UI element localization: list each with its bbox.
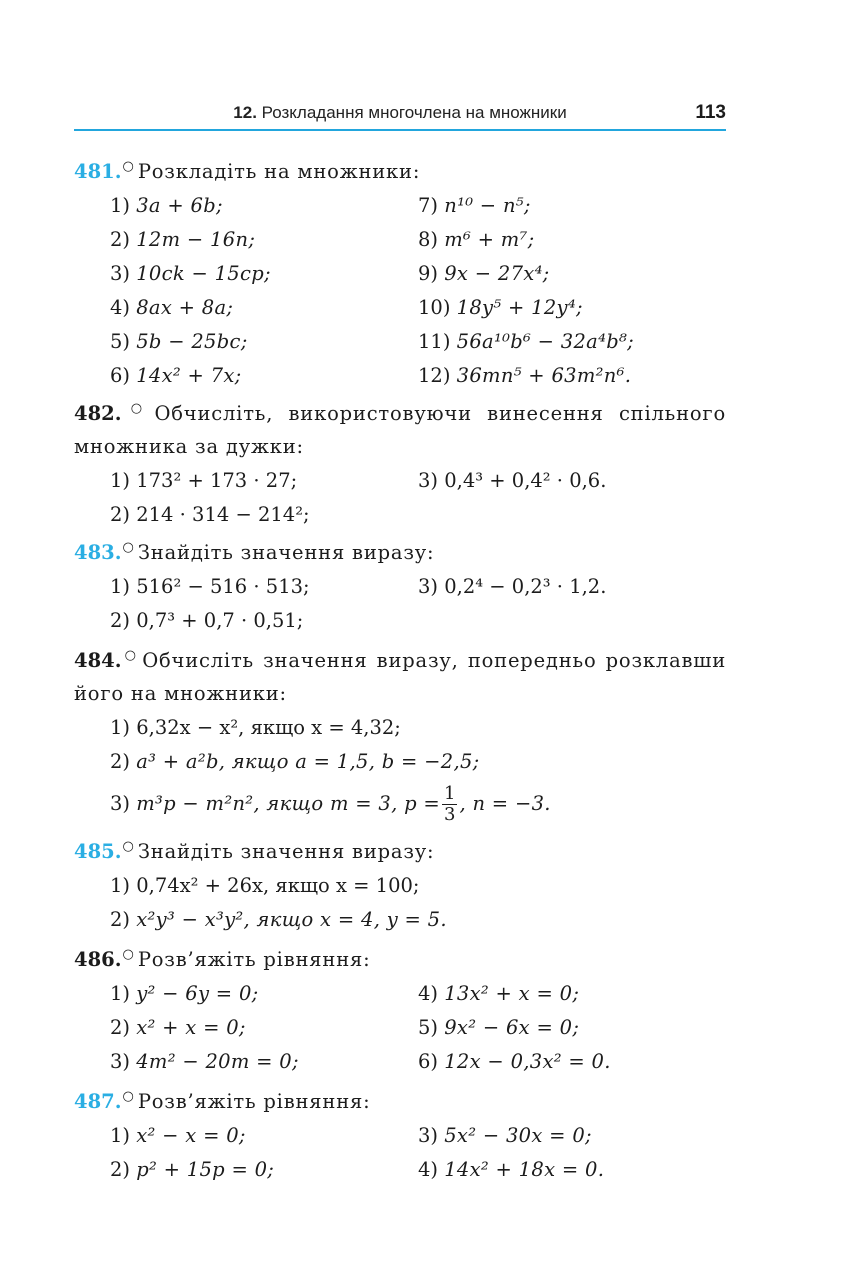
- expression: y² − 6y = 0;: [136, 981, 259, 1005]
- fraction: [442, 784, 457, 825]
- answer-row: [74, 744, 726, 778]
- degree-mark: ○: [122, 947, 134, 962]
- exercise-list: [74, 150, 726, 1186]
- expression: x²y³ − x³y², якщо x = 4, y = 5.: [136, 907, 447, 931]
- item-label: 7): [418, 193, 439, 217]
- degree-mark: ○: [122, 540, 134, 555]
- expression: 0,2⁴ − 0,2³ · 1,2.: [444, 574, 607, 598]
- item-label: 2): [110, 1157, 131, 1181]
- item-label: 2): [110, 502, 131, 526]
- item-label: 1): [110, 574, 131, 598]
- answer-row: [74, 710, 726, 744]
- task-text: Розкладіть на множники:: [137, 160, 421, 183]
- chapter-number: 12.: [233, 103, 257, 122]
- item-label: 1): [110, 1123, 131, 1147]
- expression: m³p − m²n², якщо m = 3, p =: [136, 791, 440, 815]
- task-481: [74, 150, 726, 188]
- degree-mark: ○: [122, 839, 134, 854]
- expression: 18y⁵ + 12y⁴;: [456, 295, 583, 319]
- item-label: 3): [110, 1049, 131, 1073]
- task-482: [74, 392, 726, 463]
- expression: 12x − 0,3x² = 0.: [444, 1049, 611, 1073]
- item-label: 9): [418, 261, 439, 285]
- task-number: 486.: [74, 948, 122, 971]
- chapter-heading: [74, 103, 726, 123]
- expression: 8ax + 8a;: [136, 295, 234, 319]
- task-number: 483.: [74, 541, 122, 564]
- expression: 14x² + 7x;: [136, 363, 242, 387]
- fraction-numerator: 1: [444, 782, 456, 804]
- answer-row: [74, 324, 726, 358]
- answer-row: [74, 603, 726, 637]
- task-number: 484.: [74, 649, 122, 672]
- item-label: 3): [110, 791, 131, 815]
- expression: 12m − 16n;: [136, 227, 256, 251]
- expression: a³ + a²b, якщо a = 1,5, b = −2,5;: [136, 749, 480, 773]
- item-label: 2): [110, 608, 131, 632]
- page-number: 113: [695, 102, 726, 123]
- expression: 0,7³ + 0,7 · 0,51;: [136, 608, 304, 632]
- item-label: 6): [418, 1049, 439, 1073]
- task-483: [74, 531, 726, 569]
- expression: 6,32x − x², якщо x = 4,32;: [136, 715, 401, 739]
- item-label: 2): [110, 907, 131, 931]
- expression: n¹⁰ − n⁵;: [444, 193, 531, 217]
- degree-mark: ○: [122, 401, 151, 416]
- item-label: 1): [110, 981, 131, 1005]
- answer-row: [74, 358, 726, 392]
- item-label: 3): [418, 1123, 439, 1147]
- task-text: Знайдіть значення виразу:: [137, 840, 435, 863]
- item-label: 5): [418, 1015, 439, 1039]
- expression: x² + x = 0;: [136, 1015, 246, 1039]
- task-text: Розв’яжіть рівняння:: [137, 948, 371, 971]
- degree-mark: ○: [122, 1089, 134, 1104]
- expression: 14x² + 18x = 0.: [444, 1157, 605, 1181]
- task-487: [74, 1080, 726, 1118]
- task-486: [74, 938, 726, 976]
- expression: 5b − 25bc;: [136, 329, 248, 353]
- answer-row: [74, 463, 726, 497]
- item-label: 8): [418, 227, 439, 251]
- item-label: 4): [418, 1157, 439, 1181]
- task-number: 481.: [74, 160, 122, 183]
- chapter-title: Розкладання многочлена на множники: [261, 103, 567, 122]
- answer-row: [74, 1010, 726, 1044]
- expression: 36mn⁵ + 63m²n⁶.: [456, 363, 632, 387]
- expression: 56a¹⁰b⁶ − 32a⁴b⁸;: [456, 329, 634, 353]
- expression: 10ck − 15cp;: [136, 261, 271, 285]
- answer-row: [74, 290, 726, 324]
- header-rule: [74, 129, 726, 131]
- expression: , n = −3.: [459, 791, 551, 815]
- task-484: [74, 639, 726, 710]
- item-label: 2): [110, 1015, 131, 1039]
- task-number: 485.: [74, 840, 122, 863]
- expression: 0,4³ + 0,4² · 0,6.: [444, 468, 607, 492]
- answer-row: [74, 868, 726, 902]
- item-label: 10): [418, 295, 451, 319]
- expression: 4m² − 20m = 0;: [136, 1049, 299, 1073]
- page-header: [74, 100, 726, 130]
- item-label: 4): [110, 295, 131, 319]
- expression: 173² + 173 · 27;: [136, 468, 298, 492]
- item-label: 1): [110, 468, 131, 492]
- answer-row: [74, 778, 726, 830]
- answer-row: [74, 222, 726, 256]
- answer-row: [74, 497, 726, 531]
- answer-row: [74, 976, 726, 1010]
- answer-row: [74, 188, 726, 222]
- expression: 214 · 314 − 214²;: [136, 502, 310, 526]
- task-number: 482.: [74, 402, 122, 425]
- answer-row: [74, 569, 726, 603]
- item-label: 3): [110, 261, 131, 285]
- item-label: 1): [110, 873, 131, 897]
- expression: 9x² − 6x = 0;: [444, 1015, 580, 1039]
- task-number: 487.: [74, 1090, 122, 1113]
- task-text: Обчисліть, використовуючи винесення спільного множника за дужки:: [74, 402, 726, 458]
- item-label: 4): [418, 981, 439, 1005]
- item-label: 2): [110, 749, 131, 773]
- item-label: 11): [418, 329, 451, 353]
- item-label: 2): [110, 227, 131, 251]
- answer-row: [74, 256, 726, 290]
- degree-mark: ○: [122, 648, 139, 663]
- answer-row: [74, 902, 726, 936]
- task-text: Розв’яжіть рівняння:: [137, 1090, 371, 1113]
- expression: p² + 15p = 0;: [136, 1157, 275, 1181]
- expression: 5x² − 30x = 0;: [444, 1123, 592, 1147]
- item-label: 3): [418, 574, 439, 598]
- fraction-denominator: 3: [444, 803, 456, 825]
- item-label: 3): [418, 468, 439, 492]
- item-label: 12): [418, 363, 451, 387]
- item-label: 1): [110, 193, 131, 217]
- item-label: 1): [110, 715, 131, 739]
- task-485: [74, 830, 726, 868]
- expression: 9x − 27x⁴;: [444, 261, 550, 285]
- answer-row: [74, 1044, 726, 1078]
- item-label: 6): [110, 363, 131, 387]
- degree-mark: ○: [122, 159, 134, 174]
- answer-row: [74, 1118, 726, 1152]
- expression: m⁶ + m⁷;: [444, 227, 535, 251]
- task-text: Знайдіть значення виразу:: [137, 541, 435, 564]
- expression: x² − x = 0;: [136, 1123, 246, 1147]
- expression: 516² − 516 · 513;: [136, 574, 310, 598]
- task-text: Обчисліть значення виразу, попередньо розклавши його на множники:: [74, 649, 727, 705]
- expression: 13x² + x = 0;: [444, 981, 580, 1005]
- expression: 0,74x² + 26x, якщо x = 100;: [136, 873, 420, 897]
- answer-row: [74, 1152, 726, 1186]
- expression: 3a + 6b;: [136, 193, 223, 217]
- item-label: 5): [110, 329, 131, 353]
